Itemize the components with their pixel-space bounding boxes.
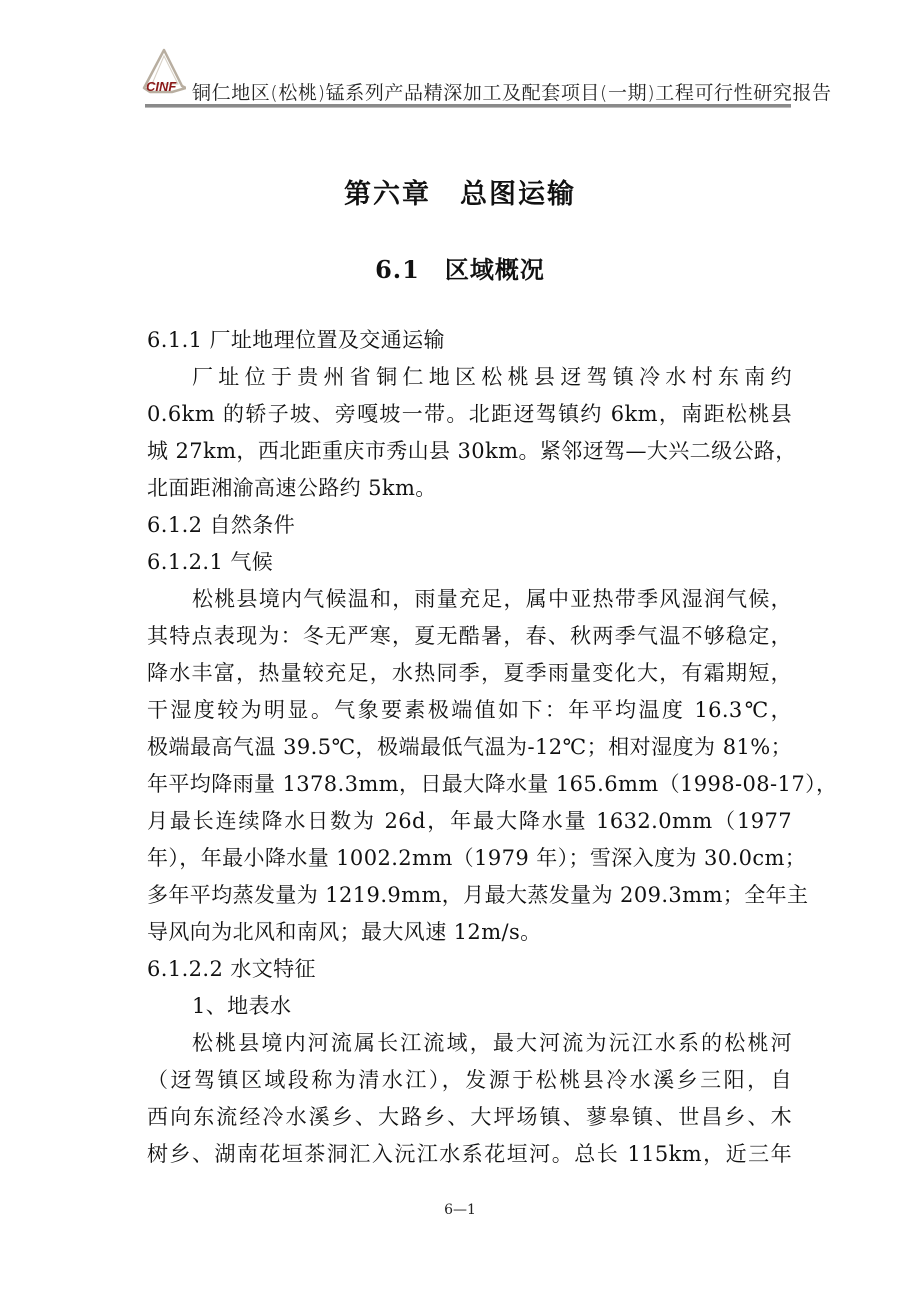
text-line: 年），年最小降水量 1002.2mm（1979 年）；雪深入度为 30.0cm；: [147, 846, 807, 870]
text-line: 北面距湘渝高速公路约 5km。: [147, 476, 437, 500]
text-line: 0.6km 的轿子坡、旁嘎坡一带。北距迓驾镇约 6km，南距松桃县: [147, 402, 792, 426]
body-text: [147, 322, 838, 1173]
cinf-logo-icon: [142, 48, 186, 100]
chapter-title: 第六章 总图运输: [344, 179, 576, 210]
text-line: 城 27km，西北距重庆市秀山县 30km。紧邻迓驾—大兴二级公路，: [147, 439, 797, 463]
text-line: 年平均降雨量 1378.3mm，日最大降水量 165.6mm（1998-08-17），: [147, 772, 838, 796]
text-line: 导风向为北风和南风；最大风速 12m/s。: [147, 920, 542, 944]
report-title: 铜仁地区(松桃)锰系列产品精深加工及配套项目(一期)工程可行性研究报告: [192, 82, 832, 104]
svg-text:CINF: CINF: [146, 79, 177, 94]
text-line: 干湿度较为明显。气象要素极端值如下：年平均温度 16.3℃，: [147, 698, 792, 722]
section-title: 6.1 区域概况: [375, 255, 545, 284]
text-line: 松桃县境内气候温和，雨量充足，属中亚热带季风湿润气候，: [192, 587, 792, 611]
text-line: 6.1.2 自然条件: [147, 513, 296, 537]
text-line: 厂址位于贵州省铜仁地区松桃县迓驾镇冷水村东南约: [192, 365, 792, 389]
text-line: 多年平均蒸发量为 1219.9mm，月最大蒸发量为 209.3mm；全年主: [147, 883, 809, 907]
text-line: 1、地表水: [192, 994, 292, 1018]
header-divider: [145, 104, 791, 108]
text-line: （迓驾镇区域段称为清水江），发源于松桃县冷水溪乡三阳，自: [147, 1068, 792, 1092]
text-line: 6.1.1 厂址地理位置及交通运输: [147, 328, 445, 352]
text-line: 其特点表现为：冬无严寒，夏无酷暑，春、秋两季气温不够稳定，: [147, 624, 792, 648]
text-line: 西向东流经冷水溪乡、大路乡、大坪场镇、蓼皋镇、世昌乡、木: [147, 1105, 792, 1129]
text-line: 降水丰富，热量较充足，水热同季，夏季雨量变化大，有霜期短，: [147, 661, 792, 685]
text-line: 月最长连续降水日数为 26d，年最大降水量 1632.0mm（1977: [147, 809, 792, 833]
text-line: 树乡、湖南花垣茶洞汇入沅江水系花垣河。总长 115km，近三年: [147, 1142, 792, 1166]
text-line: 极端最高气温 39.5℃，极端最低气温为-12℃；相对湿度为 81%；: [147, 735, 792, 759]
page-header: [130, 40, 832, 110]
text-line: 松桃县境内河流属长江流域，最大河流为沅江水系的松桃河: [192, 1031, 792, 1055]
text-line: 6.1.2.2 水文特征: [147, 957, 316, 981]
text-line: 6.1.2.1 气候: [147, 550, 274, 574]
page-number: 6—1: [444, 1202, 476, 1218]
